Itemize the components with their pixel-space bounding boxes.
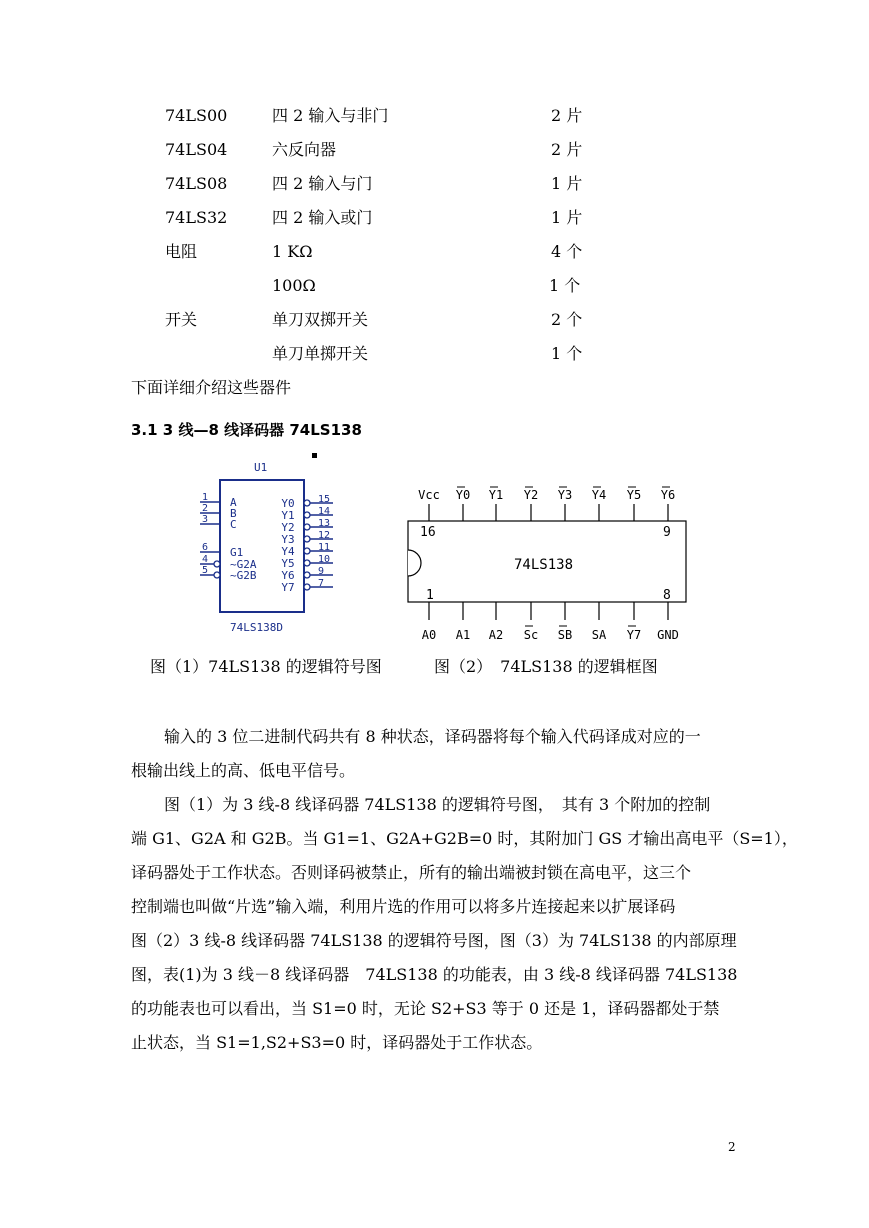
part-description: 六反向器 bbox=[272, 140, 337, 159]
pin-8-label: 8 bbox=[663, 588, 671, 603]
text-line: 译码器处于工作状态。否则译码被禁止，所有的输出端被封锁在高电平，这三个 bbox=[131, 863, 692, 882]
input-pin-name: ~G2A bbox=[230, 558, 257, 571]
bottom-pin-label: SB bbox=[557, 628, 573, 642]
output-pin-number: 9 bbox=[318, 566, 325, 577]
part-quantity: 1 片 bbox=[551, 174, 583, 193]
output-pin-name: Y0 bbox=[281, 497, 295, 510]
output-pin-name: Y3 bbox=[281, 533, 295, 546]
output-pin-number: 14 bbox=[318, 506, 331, 517]
top-pin-label: Y0 bbox=[455, 488, 471, 502]
bottom-pin-label: Sc bbox=[523, 628, 539, 642]
parts-row bbox=[0, 174, 869, 208]
parts-row bbox=[0, 140, 869, 174]
part-description: 1 KΩ bbox=[272, 242, 313, 261]
page-number: 2 bbox=[728, 1140, 736, 1154]
input-pin-name: G1 bbox=[230, 546, 244, 559]
parts-row bbox=[0, 242, 869, 276]
input-pin-number: 3 bbox=[202, 514, 209, 525]
part-quantity: 2 片 bbox=[551, 140, 583, 159]
text-line: 根输出线上的高、低电平信号。 bbox=[131, 761, 356, 780]
bottom-pin-label: Y7 bbox=[626, 628, 642, 642]
output-pin-name: Y1 bbox=[281, 509, 295, 522]
inversion-bubble bbox=[304, 500, 310, 506]
output-pin-number: 12 bbox=[318, 530, 331, 541]
output-pin-name: Y5 bbox=[281, 557, 295, 570]
input-pin-number: 1 bbox=[202, 492, 209, 503]
chip-label: U1 bbox=[254, 461, 268, 474]
output-pin-number: 7 bbox=[318, 578, 325, 589]
part-name: 开关 bbox=[165, 310, 198, 329]
bottom-pin-label: A2 bbox=[488, 628, 504, 642]
output-pin-number: 11 bbox=[318, 542, 331, 553]
output-pin-name: Y6 bbox=[281, 569, 295, 582]
output-pin-name: Y2 bbox=[281, 521, 295, 534]
text-line: 输入的 3 位二进制代码共有 8 种状态，译码器将每个输入代码译成对应的一 bbox=[164, 727, 701, 746]
output-pin-number: 13 bbox=[318, 518, 331, 529]
inversion-bubble bbox=[304, 572, 310, 578]
part-description: 四 2 输入与门 bbox=[272, 174, 373, 193]
inversion-bubble bbox=[304, 548, 310, 554]
parts-row bbox=[0, 106, 869, 140]
output-pin-name: Y4 bbox=[281, 545, 295, 558]
part-description: 100Ω bbox=[272, 276, 316, 295]
part-name: 74LS00 bbox=[165, 106, 228, 125]
inversion-bubble bbox=[304, 524, 310, 530]
output-pin-name: Y7 bbox=[281, 581, 295, 594]
part-name: 74LS08 bbox=[165, 174, 228, 193]
input-pin-name: C bbox=[230, 518, 237, 531]
logic-symbol-figure bbox=[196, 450, 348, 640]
figure1-caption: 图（1）74LS138 的逻辑符号图 bbox=[150, 657, 382, 676]
part-name: 电阻 bbox=[165, 242, 198, 261]
part-description: 单刀单掷开关 bbox=[272, 344, 369, 363]
inversion-bubble bbox=[214, 572, 220, 578]
figure2-caption: 图（2） 74LS138 的逻辑框图 bbox=[434, 657, 658, 676]
part-name: 74LS04 bbox=[165, 140, 228, 159]
parts-row bbox=[0, 208, 869, 242]
parts-row bbox=[0, 344, 869, 378]
inversion-bubble bbox=[214, 561, 220, 567]
text-line: 止状态，当 S1=1,S2+S3=0 时，译码器处于工作状态。 bbox=[131, 1033, 543, 1052]
text-line: 图（1）为 3 线-8 线译码器 74LS138 的逻辑符号图， 其有 3 个附加的控制 bbox=[164, 795, 711, 814]
bottom-pin-label: SA bbox=[591, 628, 607, 642]
top-pin-label: Y1 bbox=[488, 488, 504, 502]
top-pin-label: Y5 bbox=[626, 488, 642, 502]
inversion-bubble bbox=[304, 512, 310, 518]
top-pins bbox=[418, 487, 675, 521]
inversion-bubble bbox=[304, 560, 310, 566]
top-pin-label: Y4 bbox=[591, 488, 607, 502]
part-name: 74LS32 bbox=[165, 208, 228, 227]
bottom-pin-label: A0 bbox=[421, 628, 437, 642]
chip-part-number: 74LS138D bbox=[230, 621, 283, 634]
chip-notch bbox=[408, 550, 421, 576]
output-pin-number: 10 bbox=[318, 554, 331, 565]
text-line: 控制端也叫做“片选”输入端，利用片选的作用可以将多片连接起来以扩展译码 bbox=[131, 897, 676, 916]
text-line: 端 G1、G2A 和 G2B。当 G1=1、G2A+G2B=0 时，其附加门 GS 才输出高电平（S=1）， bbox=[131, 829, 798, 848]
inversion-bubble bbox=[304, 584, 310, 590]
inversion-bubble bbox=[304, 536, 310, 542]
logic-block-figure bbox=[400, 484, 700, 646]
intro-line: 下面详细介绍这些器件 bbox=[131, 378, 292, 397]
marker-square bbox=[312, 453, 317, 458]
pin-1-label: 1 bbox=[426, 588, 434, 603]
top-pin-label: Vcc bbox=[418, 488, 440, 502]
parts-row bbox=[0, 276, 869, 310]
top-pin-label: Y6 bbox=[660, 488, 676, 502]
text-line: 的功能表也可以看出，当 S1=0 时，无论 S2+S3 等于 0 还是 1，译码器都处于禁 bbox=[131, 999, 720, 1018]
section-heading: 3.1 3 线—8 线译码器 74LS138 bbox=[131, 421, 362, 439]
bottom-pin-label: A1 bbox=[455, 628, 471, 642]
pin-9-label: 9 bbox=[663, 525, 671, 540]
part-quantity: 2 个 bbox=[551, 310, 583, 329]
top-pin-label: Y2 bbox=[523, 488, 539, 502]
input-pin-number: 5 bbox=[202, 565, 209, 576]
part-description: 四 2 输入或门 bbox=[272, 208, 373, 227]
input-pin-name: B bbox=[230, 507, 237, 520]
bottom-pin-label: GND bbox=[657, 628, 679, 642]
pin-16-label: 16 bbox=[420, 525, 436, 540]
input-pin-name: ~G2B bbox=[230, 569, 257, 582]
chip-name: 74LS138 bbox=[514, 557, 574, 573]
part-description: 单刀双掷开关 bbox=[272, 310, 369, 329]
input-pin-number: 2 bbox=[202, 503, 209, 514]
part-quantity: 2 片 bbox=[551, 106, 583, 125]
part-quantity: 1 个 bbox=[551, 344, 583, 363]
part-description: 四 2 输入与非门 bbox=[272, 106, 389, 125]
text-line: 图，表(1)为 3 线－8 线译码器 74LS138 的功能表，由 3 线-8 线译码器 74LS138 bbox=[131, 965, 738, 984]
part-quantity: 4 个 bbox=[551, 242, 583, 261]
parts-row bbox=[0, 310, 869, 344]
input-pin-name: A bbox=[230, 496, 237, 509]
text-line: 图（2）3 线-8 线译码器 74LS138 的逻辑符号图，图（3）为 74LS138 的内部原理 bbox=[131, 931, 737, 950]
top-pin-label: Y3 bbox=[557, 488, 573, 502]
input-pin-number: 4 bbox=[202, 554, 209, 565]
part-quantity: 1 片 bbox=[551, 208, 583, 227]
bottom-pins bbox=[422, 602, 679, 642]
output-pin-number: 15 bbox=[318, 494, 331, 505]
input-pin-number: 6 bbox=[202, 542, 209, 553]
part-quantity: 1 个 bbox=[549, 276, 581, 295]
